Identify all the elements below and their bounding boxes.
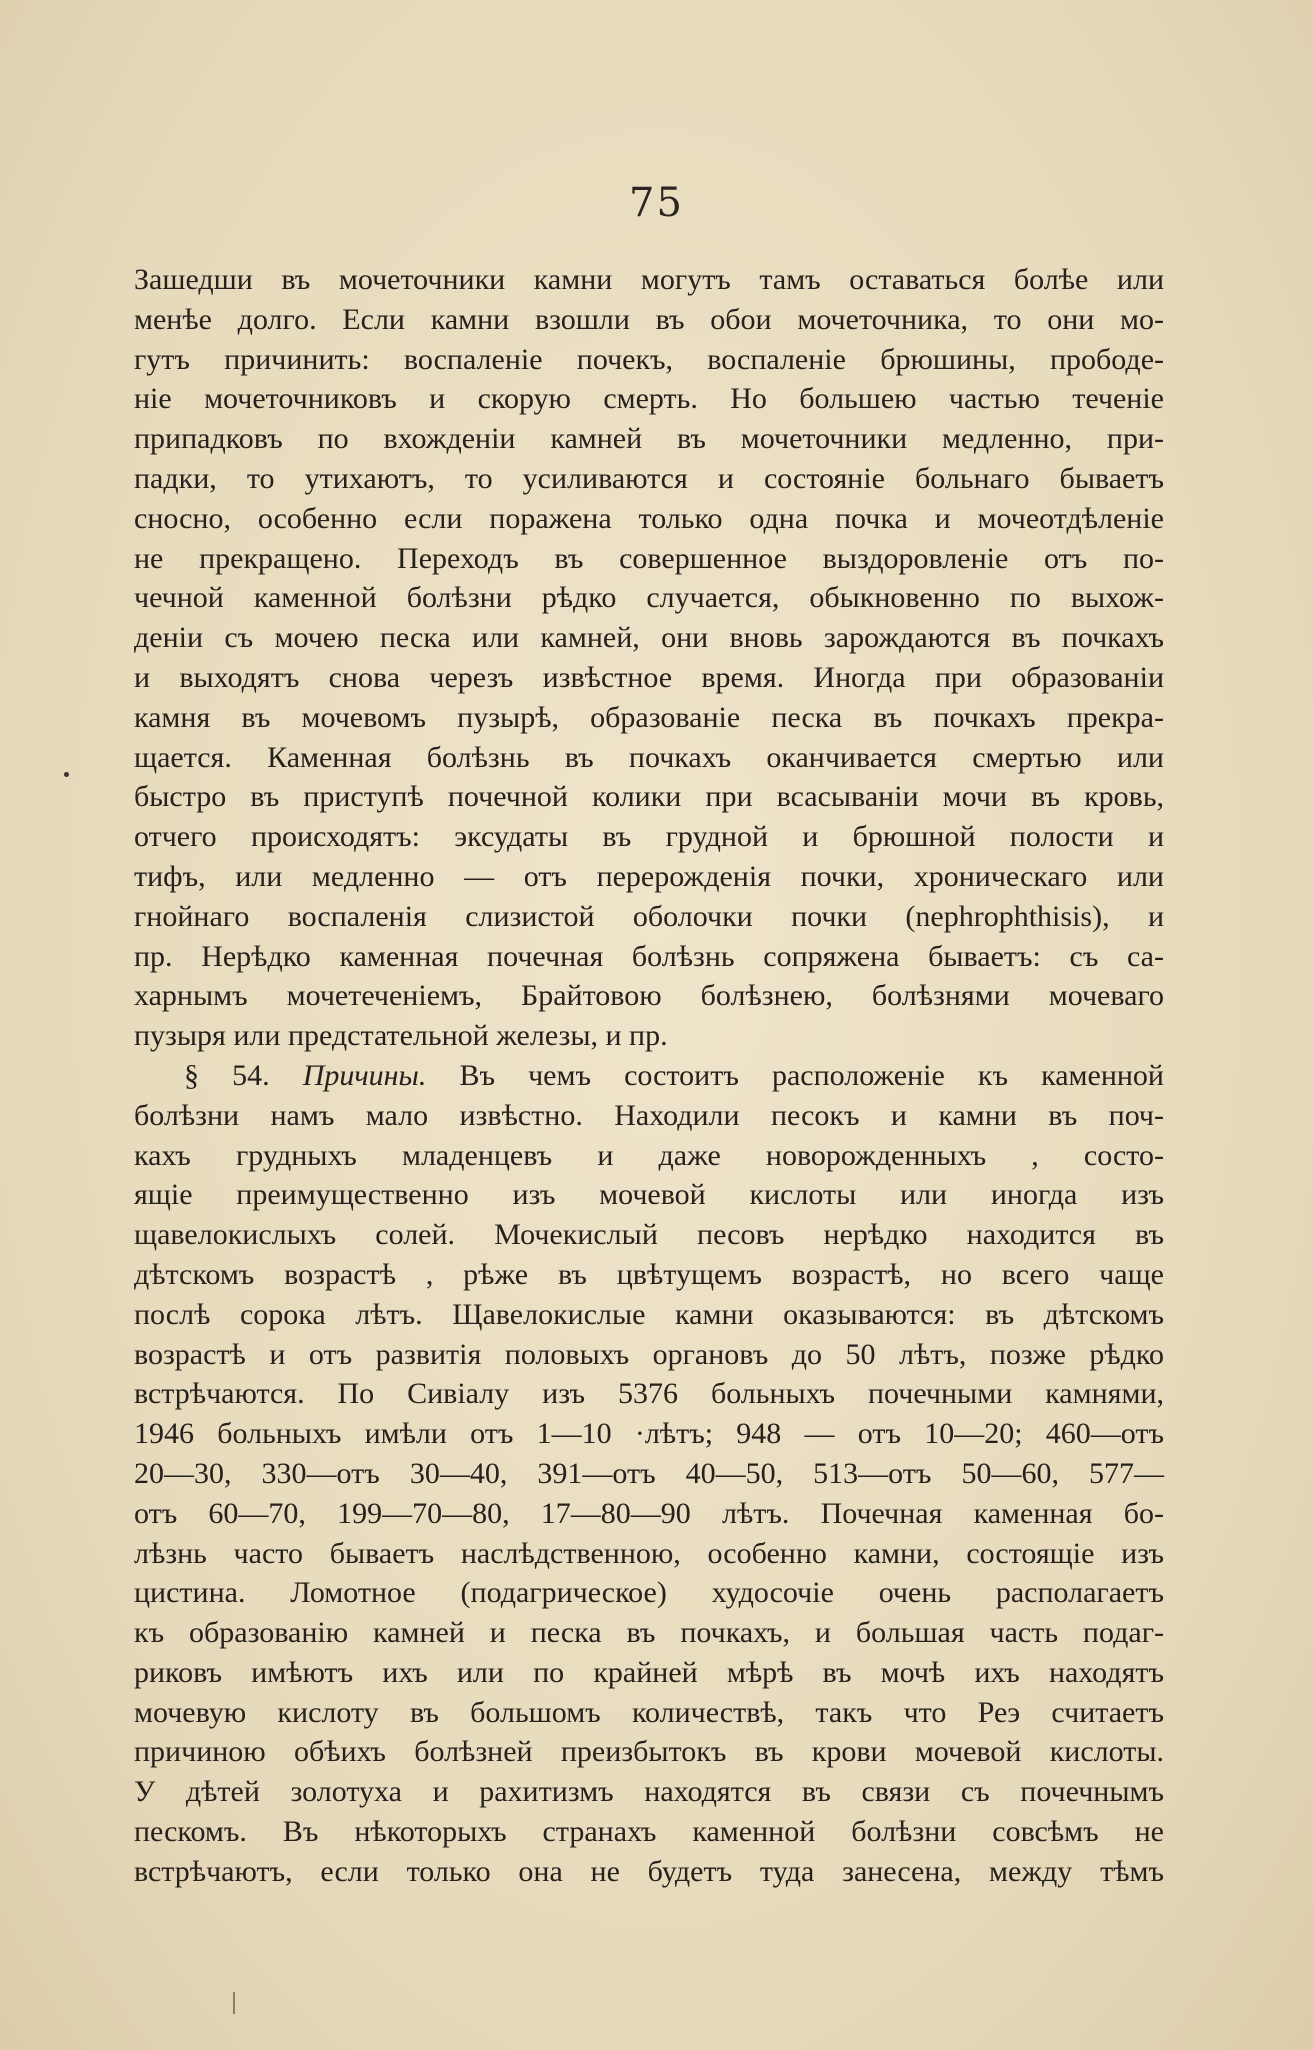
text-line: 1946 больныхъ имѣли отъ 1—10 ·лѣтъ; 948 — отъ 10—20; 460—отъ	[134, 1417, 1164, 1451]
text-line: встрѣчаютъ, если только она не будетъ туда занесена, между тѣмъ	[134, 1854, 1164, 1888]
text-line: встрѣчаются. По Сивіалу изъ 5376 больныхъ почечными камнями,	[134, 1377, 1164, 1411]
text-line: болѣзни намъ мало извѣстно. Находили песокъ и камни въ поч-	[134, 1098, 1164, 1132]
text-line: припадковъ по вхожденіи камней въ мочеточники медленно, при-	[134, 422, 1164, 456]
text-line: щавелокислыхъ солей. Мочекислый песовъ нерѣдко находится въ	[134, 1218, 1164, 1252]
section-text: Въ чемъ состоитъ расположеніе къ каменной	[459, 1058, 1164, 1092]
text-line: возрастѣ и отъ развитія половыхъ органовъ до 50 лѣтъ, позже рѣдко	[134, 1337, 1164, 1371]
text-line: пескомъ. Въ нѣкоторыхъ странахъ каменной болѣзни совсѣмъ не	[134, 1815, 1164, 1849]
text-line: кахъ грудныхъ младенцевъ и даже новорожденныхъ , состо-	[134, 1138, 1164, 1172]
text-line: дѣтскомъ возрастѣ , рѣже въ цвѣтущемъ возрастѣ, но всего чаще	[134, 1257, 1164, 1291]
page-mark	[233, 1992, 235, 2014]
text-line: чечной каменной болѣзни рѣдко случается, обыкновенно по выхож-	[134, 581, 1164, 615]
text-line: харнымъ мочетеченіемъ, Брайтовою болѣзнею, болѣзнями мочеваго	[134, 979, 1164, 1013]
paragraph-end-line: пузыря или предстательной железы, и пр.	[134, 1019, 668, 1053]
body-text	[134, 260, 1164, 1892]
page-number: 75	[629, 180, 684, 226]
text-line: сносно, особенно если поражена только одна почка и мочеотдѣленіе	[134, 501, 1164, 535]
text-line: 20—30, 330—отъ 30—40, 391—отъ 40—50, 513—отъ 50—60, 577—	[134, 1456, 1164, 1490]
text-line: гутъ причинить: воспаленіе почекъ, воспаленіе брюшины, прободе-	[134, 342, 1164, 376]
text-line: гнойнаго воспаленія слизистой оболочки почки (nephrophthisis), и	[134, 899, 1164, 933]
text-line: не прекращено. Переходъ въ совершенное выздоровленіе отъ по-	[134, 541, 1164, 575]
text-line: пр. Нерѣдко каменная почечная болѣзнь сопряжена бываетъ: съ са-	[134, 939, 1164, 973]
text-line: ящіе преимущественно изъ мочевой кислоты или иногда изъ	[134, 1178, 1164, 1212]
text-line: У дѣтей золотуха и рахитизмъ находятся въ связи съ почечнымъ	[134, 1775, 1164, 1809]
text-line: мочевую кислоту въ большомъ количествѣ, такъ что Реэ считаетъ	[134, 1695, 1164, 1729]
text-line: послѣ сорока лѣтъ. Щавелокислые камни оказываются: въ дѣтскомъ	[134, 1297, 1164, 1331]
text-line: причиною обѣихъ болѣзней преизбытокъ въ крови мочевой кислоты.	[134, 1735, 1164, 1769]
section-54-heading-line	[134, 1056, 1164, 1096]
text-line: лѣзнь часто бываетъ наслѣдственною, особенно камни, состоящіе изъ	[134, 1536, 1164, 1570]
text-line: отъ 60—70, 199—70—80, 17—80—90 лѣтъ. Почечная каменная бо-	[134, 1496, 1164, 1530]
text-line: отчего происходятъ: эксудаты въ грудной и брюшной полости и	[134, 820, 1164, 854]
margin-dot	[64, 772, 69, 777]
text-line: и выходятъ снова черезъ извѣстное время. Иногда при образованіи	[134, 660, 1164, 694]
text-line: къ образованію камней и песка въ почкахъ, и большая часть подаг-	[134, 1616, 1164, 1650]
text-line: цистина. Ломотное (подагрическое) худосочіе очень располагаетъ	[134, 1576, 1164, 1610]
text-line: менѣе долго. Если камни взошли въ обои мочеточника, то они мо-	[134, 302, 1164, 336]
text-line: падки, то утихаютъ, то усиливаются и состояніе больнаго бываетъ	[134, 461, 1164, 495]
text-line: деніи съ мочею песка или камней, они вновь зарождаются въ почкахъ	[134, 621, 1164, 655]
text-line: камня въ мочевомъ пузырѣ, образованіе песка въ почкахъ прекра-	[134, 700, 1164, 734]
text-line: ніе мочеточниковъ и скорую смерть. Но большею частью теченіе	[134, 382, 1164, 416]
section-mark: § 54.	[184, 1058, 270, 1092]
text-line: быстро въ приступѣ почечной колики при всасываніи мочи въ кровь,	[134, 780, 1164, 814]
section-heading: Причины.	[302, 1058, 427, 1092]
text-line: тифъ, или медленно — отъ перерожденія почки, хроническаго или	[134, 859, 1164, 893]
text-line: щается. Каменная болѣзнь въ почкахъ оканчивается смертью или	[134, 740, 1164, 774]
text-line: Зашедши въ мочеточники камни могутъ тамъ оставаться болѣе или	[134, 263, 1164, 296]
text-line: риковъ имѣютъ ихъ или по крайней мѣрѣ въ мочѣ ихъ находятъ	[134, 1655, 1164, 1689]
